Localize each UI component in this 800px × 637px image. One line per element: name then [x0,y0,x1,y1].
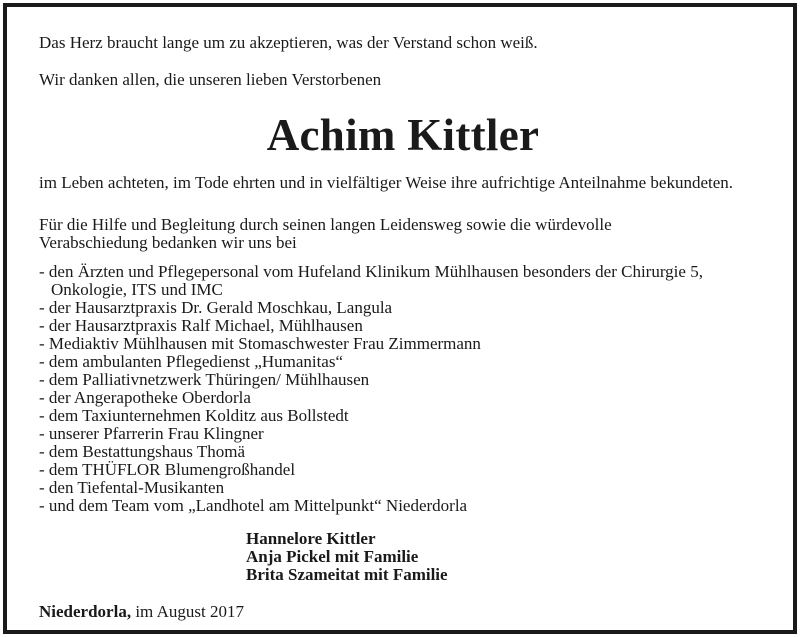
list-item: - unserer Pfarrerin Frau Klingner [39,424,264,443]
list-item-continuation: Onkologie, ITS und IMC [51,280,223,299]
signer-name: Anja Pickel mit Familie [246,547,419,566]
list-item: - dem Palliativnetzwerk Thüringen/ Mühlhausen [39,370,370,389]
signer-name: Hannelore Kittler [246,529,376,548]
list-item: - dem Bestattungshaus Thomä [39,442,246,461]
list-item: - der Angerapotheke Oberdorla [39,388,251,407]
list-item: - der Hausarztpraxis Ralf Michael, Mühlhausen [39,316,363,335]
obituary-notice [3,3,797,634]
list-item: - dem Taxiunternehmen Kolditz aus Bollstedt [39,406,349,425]
signers [246,530,448,584]
help-line-1: Für die Hilfe und Begleitung durch seinen langen Leidensweg sowie die würdevolle [39,215,612,234]
signer-name: Brita Szameitat mit Familie [246,565,448,584]
date: im August 2017 [135,602,244,621]
list-item [39,263,703,299]
help-line-2: Verabschiedung bedanken wir uns bei [39,233,297,252]
list-item: - und dem Team vom „Landhotel am Mittelpunkt“ Niederdorla [39,496,468,515]
place-date [39,603,244,621]
thanks-intro: Wir danken allen, die unseren lieben Verstorbenen [39,70,382,89]
list-item: - dem THÜFLOR Blumengroßhandel [39,460,296,479]
condolence-text: im Leben achteten, im Tode ehrten und in vielfältiger Weise ihre aufrichtige Anteilnahme bekundeten. [39,173,734,192]
thanks-list [39,263,703,515]
list-item: - Mediaktiv Mühlhausen mit Stomaschwester Frau Zimmermann [39,334,481,353]
list-item: - dem ambulanten Pflegedienst „Humanitas“ [39,352,344,371]
list-item: - der Hausarztpraxis Dr. Gerald Moschkau, Langula [39,298,393,317]
list-item: - den Tiefental-Musikanten [39,478,225,497]
list-item-text: - den Ärzten und Pflegepersonal vom Hufeland Klinikum Mühlhausen besonders der Chirurgie 5, [39,262,703,281]
quote: Das Herz braucht lange um zu akzeptieren, was der Verstand schon weiß. [39,33,538,52]
deceased-name: Achim Kittler [266,110,540,160]
place: Niederdorla, [39,602,132,621]
